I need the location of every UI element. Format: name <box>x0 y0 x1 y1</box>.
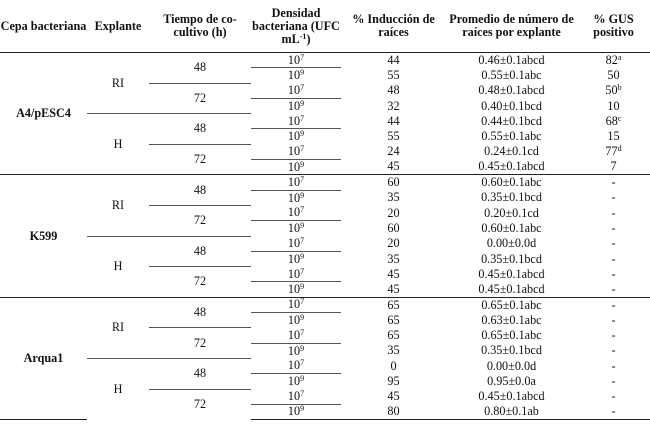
tiempo-cell: 72 <box>149 144 251 175</box>
induccion-cell: 55 <box>387 67 400 82</box>
induccion-cell: 60 <box>341 175 446 190</box>
induccion-cell: 35 <box>387 190 400 205</box>
induccion-cell: 60 <box>387 220 400 235</box>
tiempo-cell: 48 <box>149 114 251 145</box>
densidad-cell: $10^9$ <box>251 251 341 266</box>
induccion-cell: 55 <box>387 129 400 144</box>
gus-cell: - <box>611 220 616 235</box>
induccion-cell: 35 <box>387 343 400 358</box>
promedio-cell: 0.35±0.1bcd <box>481 343 542 358</box>
explante-cell: RI <box>87 53 149 114</box>
tiempo-cell: 48 <box>149 53 251 84</box>
header-tiempo: Tiempo de co-cultivo (h) <box>149 0 251 53</box>
tiempo-cell: 72 <box>149 83 251 114</box>
promedio-cell: 0.44±0.1bcd <box>481 113 542 128</box>
promedio-cell: 0.40±0.1bcd <box>481 98 542 113</box>
table-row <box>0 53 650 68</box>
induccion-cell: 65 <box>387 327 400 342</box>
gus-cell: 68$^c$ <box>605 113 622 128</box>
header-densidad: Densidad bacteriana (UFC $mL^{-1}$) <box>251 0 341 53</box>
cepa-cell: A4/pESC4 <box>0 53 87 175</box>
explante-cell: H <box>87 236 149 297</box>
induccion-cell: 20 <box>387 236 400 251</box>
explante-cell: RI <box>87 175 149 236</box>
promedio-cell: 0.00±0.0d <box>486 236 537 251</box>
gus-cell: 7 <box>610 159 617 174</box>
explante-cell: H <box>87 114 149 175</box>
gus-cell: - <box>611 327 616 342</box>
induccion-cell: 44 <box>387 52 400 67</box>
gus-cell: - <box>611 251 616 266</box>
tiempo-cell: 72 <box>149 328 251 359</box>
gus-cell: 10 <box>607 98 620 113</box>
promedio-cell: 0.45±0.1abcd <box>478 389 545 404</box>
gus-cell: - <box>577 175 650 190</box>
promedio-cell: 0.55±0.1abc <box>481 67 542 82</box>
gus-cell: - <box>577 404 650 419</box>
promedio-cell: 0.45±0.1abcd <box>478 266 545 281</box>
densidad-cell: $10^7$ <box>287 327 305 342</box>
induccion-cell: 45 <box>387 389 400 404</box>
promedio-cell: 0.80±0.1ab <box>446 404 577 419</box>
densidad-cell: $10^7$ <box>287 205 305 220</box>
promedio-cell: 0.65±0.1abc <box>446 297 577 312</box>
table-row <box>0 114 650 129</box>
induccion-cell: 48 <box>387 83 400 98</box>
densidad-cell: $10^9$ <box>251 343 341 358</box>
densidad-cell: $10^9$ <box>251 160 341 175</box>
gus-cell: 82$^a$ <box>605 52 622 67</box>
gus-cell: - <box>577 297 650 312</box>
densidad-cell: $10^7$ <box>287 113 305 128</box>
gus-cell: 50 <box>607 67 620 82</box>
promedio-cell: 0.35±0.1bcd <box>481 251 542 266</box>
header-promedio: Promedio de número de raíces por explante <box>446 0 577 53</box>
gus-cell: 77$^d$ <box>605 144 622 159</box>
header-cepa: Cepa bacteriana <box>0 0 87 53</box>
header-row <box>0 0 650 53</box>
promedio-cell: 0.46±0.1abcd <box>478 52 545 67</box>
gus-cell: 15 <box>607 129 620 144</box>
promedio-cell: 0.45±0.1abcd <box>478 281 545 296</box>
table-body <box>0 53 650 420</box>
densidad-cell: $10^9$ <box>251 129 341 144</box>
promedio-cell: 0.48±0.1abcd <box>478 83 545 98</box>
explante-cell: RI <box>87 297 149 358</box>
densidad-cell: $10^7$ <box>287 358 305 373</box>
densidad-cell: $10^9$ <box>251 282 341 297</box>
explante-cell: H <box>87 358 149 419</box>
promedio-cell: 0.00±0.0d <box>486 358 537 373</box>
header-induccion: % Inducción de raíces <box>341 0 446 53</box>
gus-cell: - <box>611 389 616 404</box>
tiempo-cell: 48 <box>149 297 251 328</box>
densidad-cell: $10^9$ <box>251 98 341 113</box>
densidad-cell: $10^9$ <box>251 190 341 205</box>
induccion-cell: 45 <box>387 281 400 296</box>
induccion-cell: 32 <box>387 98 400 113</box>
gus-cell: 50$^b$ <box>605 83 622 98</box>
promedio-cell: 0.24±0.1cd <box>484 144 539 159</box>
promedio-cell: 0.60±0.1abc <box>446 175 577 190</box>
induccion-cell: 65 <box>387 312 400 327</box>
densidad-cell: $10^7$ <box>287 266 305 281</box>
cepa-cell: Arqua1 <box>0 297 87 419</box>
tiempo-cell: 48 <box>149 358 251 389</box>
gus-cell: - <box>611 205 616 220</box>
table-row <box>0 297 650 312</box>
promedio-cell: 0.60±0.1abc <box>481 220 542 235</box>
promedio-cell: 0.95±0.0a <box>487 373 536 388</box>
tiempo-cell: 72 <box>149 389 251 420</box>
tiempo-cell: 72 <box>149 205 251 236</box>
induccion-cell: 65 <box>341 297 446 312</box>
gus-cell: - <box>611 358 616 373</box>
tiempo-cell: 72 <box>149 267 251 298</box>
induccion-cell: 20 <box>387 205 400 220</box>
densidad-cell: $10^7$ <box>287 144 305 159</box>
gus-cell: - <box>611 190 616 205</box>
header-explante: Explante <box>87 0 149 53</box>
densidad-cell: $10^7$ <box>287 82 305 97</box>
tiempo-cell: 48 <box>149 236 251 267</box>
table-row <box>0 358 650 373</box>
promedio-cell: 0.20±0.1cd <box>484 205 539 220</box>
promedio-cell: 0.55±0.1abc <box>481 129 542 144</box>
densidad-cell: $10^7$ <box>251 175 341 190</box>
densidad-cell: $10^9$ <box>251 221 341 236</box>
densidad-cell: $10^7$ <box>287 235 305 250</box>
table-row <box>0 236 650 251</box>
gus-cell: - <box>611 266 616 281</box>
gus-cell: - <box>611 312 616 327</box>
densidad-cell: $10^7$ <box>287 388 305 403</box>
induccion-cell: 95 <box>387 373 400 388</box>
gus-cell: - <box>611 281 616 296</box>
densidad-cell: $10^7$ <box>251 297 341 312</box>
densidad-cell: $10^9$ <box>251 374 341 389</box>
gus-cell: - <box>611 373 616 388</box>
induccion-cell: 45 <box>387 159 400 174</box>
induccion-cell: 44 <box>387 113 400 128</box>
induccion-cell: 80 <box>341 404 446 419</box>
induccion-cell: 45 <box>387 266 400 281</box>
cepa-cell: K599 <box>0 175 87 297</box>
promedio-cell: 0.63±0.1abc <box>481 312 542 327</box>
densidad-cell: $10^7$ <box>287 52 305 67</box>
header-gus: % GUS positivo <box>577 0 650 53</box>
induccion-cell: 24 <box>387 144 400 159</box>
densidad-cell: $10^9$ <box>251 313 341 328</box>
induccion-cell: 35 <box>387 251 400 266</box>
densidad-cell: $10^9$ <box>251 68 341 83</box>
tiempo-cell: 48 <box>149 175 251 206</box>
gus-cell: - <box>611 236 616 251</box>
promedio-cell: 0.45±0.1abcd <box>478 159 545 174</box>
promedio-cell: 0.35±0.1bcd <box>481 190 542 205</box>
densidad-cell: $10^9$ <box>251 404 341 419</box>
gus-cell: - <box>611 343 616 358</box>
table-row <box>0 175 650 190</box>
induccion-cell: 0 <box>390 358 397 373</box>
promedio-cell: 0.65±0.1abc <box>481 327 542 342</box>
